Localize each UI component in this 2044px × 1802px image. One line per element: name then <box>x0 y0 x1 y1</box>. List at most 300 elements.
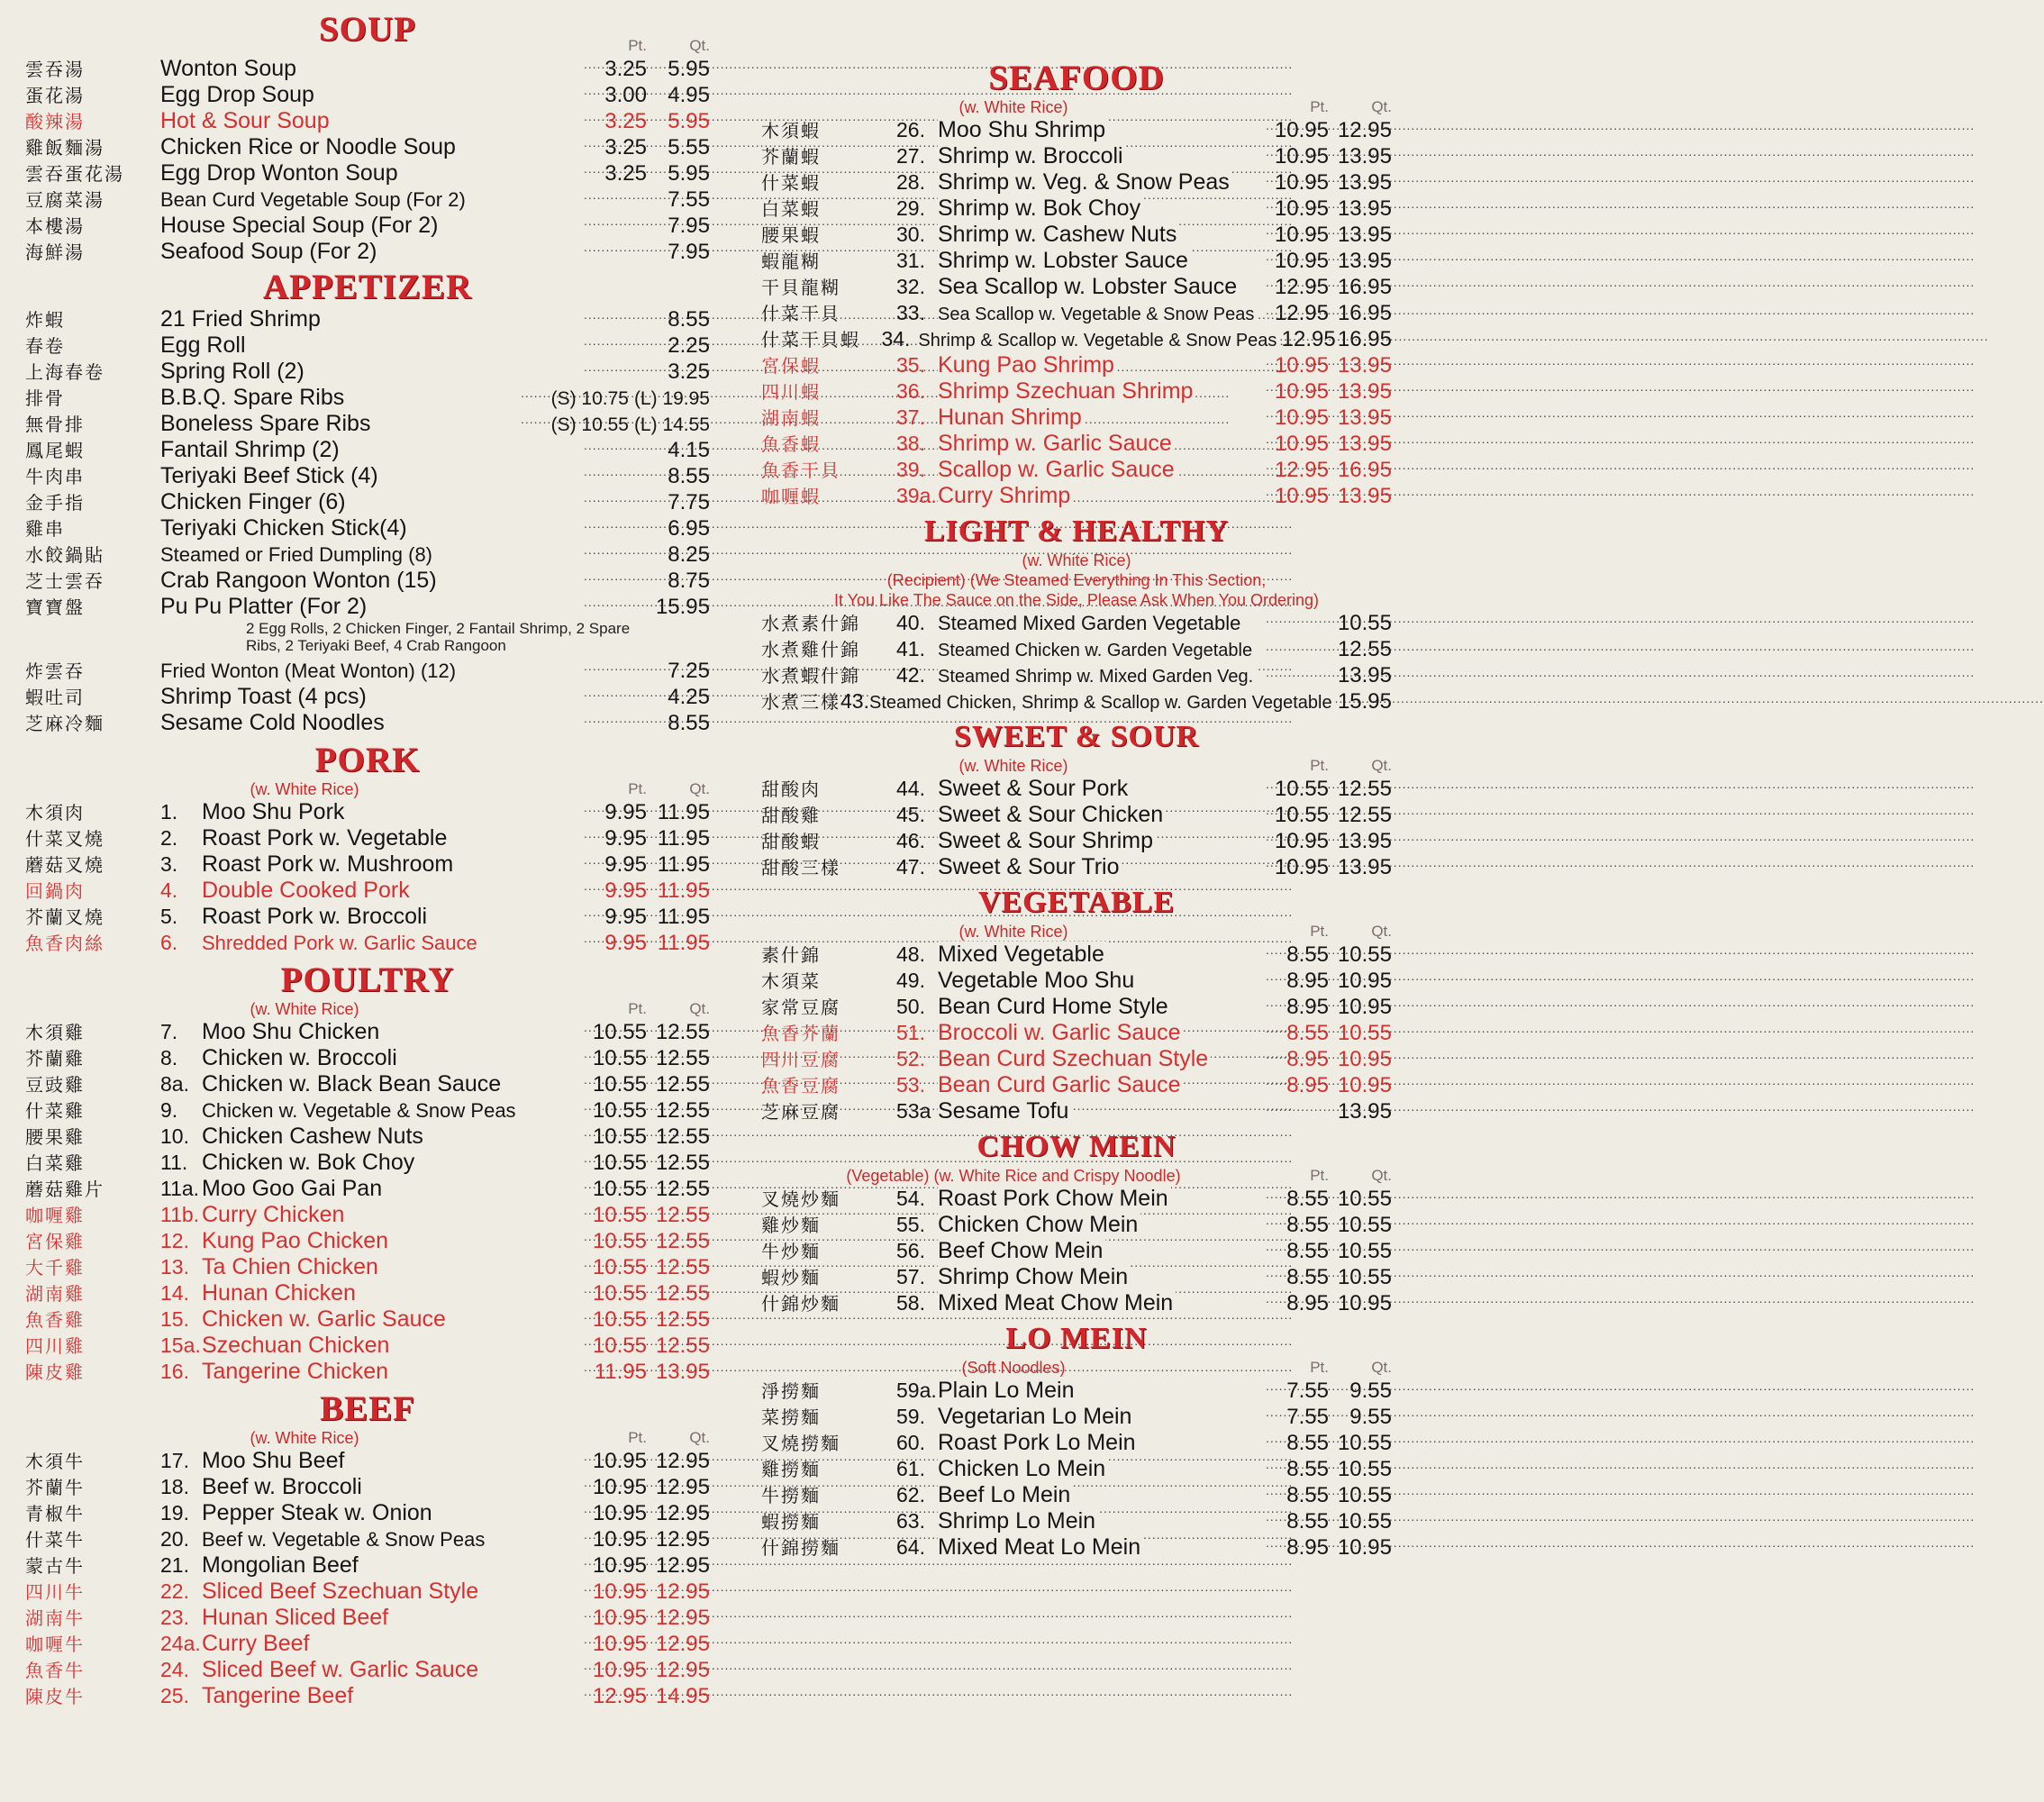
chinese-name: 蘑菇雞片 <box>25 1179 104 1200</box>
item-number: 11b. <box>160 1203 200 1226</box>
price-pint: 10.95 <box>592 1501 647 1525</box>
price-pint: 9.95 <box>604 826 647 851</box>
price-pint: 10.95 <box>592 1475 647 1499</box>
price-quart: 7.95 <box>668 240 710 264</box>
item-number: 32. <box>896 275 925 298</box>
item-name: Steamed Shrimp w. Mixed Garden Veg. <box>938 667 1256 687</box>
price-quart: 12.55 <box>655 1098 710 1123</box>
chinese-name: 牛肉串 <box>25 466 85 487</box>
price-quart: 12.55 <box>1337 777 1392 801</box>
item-number: 51. <box>896 1021 925 1044</box>
price-pint: 8.55 <box>1286 942 1329 967</box>
item-number: 40. <box>896 611 925 634</box>
price-header: (w. White Rice) Pt. Qt. <box>250 780 710 798</box>
item-name-cell <box>938 636 1266 664</box>
light-note-2: It You Like The Sauce on the Side, Please Ask When You Ordering) <box>833 591 1320 609</box>
chinese-name: 青椒牛 <box>25 1503 85 1524</box>
item-name-cell <box>160 594 584 620</box>
item-name: Chicken w. Vegetable & Snow Peas <box>202 1099 519 1122</box>
item-name: Bean Curd Home Style <box>938 994 1171 1019</box>
chinese-name: 寶寶盤 <box>25 596 85 618</box>
chinese-name: 水煮三樣 <box>761 691 840 713</box>
price-quart: 10.55 <box>1337 1265 1392 1289</box>
chinese-name: 牛炒麵 <box>761 1241 821 1262</box>
chinese-name: 雞撈麵 <box>761 1459 821 1480</box>
item-name: Sliced Beef w. Garlic Sauce <box>202 1657 481 1682</box>
chinese-name: 鳳尾蝦 <box>25 440 85 461</box>
price-pint: 9.95 <box>604 852 647 877</box>
item-name: Roast Pork Lo Mein <box>938 1430 1139 1455</box>
price-pint: 10.95 <box>1274 144 1329 168</box>
item-name-cell <box>938 169 1266 196</box>
chinese-name: 雲吞湯 <box>25 59 85 80</box>
chinese-name: 陳皮雞 <box>25 1361 85 1383</box>
chinese-name: 白菜雞 <box>25 1152 85 1174</box>
chinese-name: 蘑菇叉燒 <box>25 854 104 876</box>
chinese-name: 無骨排 <box>25 414 85 435</box>
chinese-name: 蝦龍糊 <box>761 250 821 272</box>
chinese-name: 上海春卷 <box>25 361 104 383</box>
price-pint: 10.95 <box>1274 353 1329 378</box>
item-name: Chicken w. Broccoli <box>202 1045 400 1070</box>
price-quart: 10.95 <box>1337 1291 1392 1315</box>
chinese-name: 四川雞 <box>25 1335 85 1357</box>
item-name-cell <box>938 1098 1266 1124</box>
item-name: Chicken w. Black Bean Sauce <box>202 1071 504 1097</box>
chinese-name: 芥蘭蝦 <box>761 146 821 168</box>
chinese-name: 什錦撈麵 <box>761 1537 840 1559</box>
price-header: (Vegetable) (w. White Rice and Crispy Noodle) Pt. Qt. <box>846 1167 1392 1185</box>
price-quart: 12.95 <box>655 1449 710 1473</box>
item-name: Roast Pork w. Broccoli <box>202 904 430 929</box>
price-pint: 10.55 <box>592 1098 647 1123</box>
chinese-name: 蝦吐司 <box>25 687 85 708</box>
item-name: Tangerine Chicken <box>202 1359 391 1384</box>
item-number: 57. <box>896 1265 925 1288</box>
chinese-name: 木須肉 <box>25 802 85 824</box>
price-quart: 13.95 <box>1337 170 1392 195</box>
item-number: 53. <box>896 1073 925 1097</box>
item-number: 8a. <box>160 1072 189 1096</box>
item-name: Moo Goo Gai Pan <box>202 1176 385 1201</box>
item-number: 11a. <box>160 1177 200 1200</box>
price-quart: 12.95 <box>655 1527 710 1552</box>
item-name: Shrimp w. Bok Choy <box>938 196 1143 221</box>
price-quart: 13.95 <box>1337 353 1392 378</box>
section-seafood <box>761 0 1392 509</box>
item-name: Chicken Cashew Nuts <box>202 1124 426 1149</box>
menu-item-row <box>761 274 1392 300</box>
item-name: Hunan Chicken <box>202 1280 359 1306</box>
chinese-name: 陳皮牛 <box>25 1686 85 1707</box>
section-title: PORK <box>314 741 421 779</box>
price-quart: 10.95 <box>1337 969 1392 993</box>
price-quart: 15.95 <box>655 595 710 619</box>
price-pint: 8.55 <box>1286 1509 1329 1534</box>
item-name: Teriyaki Chicken Stick(4) <box>160 515 410 541</box>
price-pint: 10.55 <box>592 1333 647 1358</box>
chinese-name: 蝦撈麵 <box>761 1511 821 1533</box>
price-quart: 15.95 <box>1337 689 1392 714</box>
section-title: VEGETABLE <box>977 886 1176 919</box>
item-name: Shrimp & Scallop w. Vegetable & Snow Peas <box>918 331 1279 350</box>
chinese-name: 魚香雞 <box>25 1309 85 1331</box>
chinese-name: 春卷 <box>25 335 65 357</box>
price-pint: 10.55 <box>592 1307 647 1332</box>
item-name: Sesame Tofu <box>938 1098 1071 1124</box>
item-name-cell <box>938 854 1266 880</box>
price-quart: 10.95 <box>1337 995 1392 1019</box>
item-name: Hot & Sour Soup <box>160 108 332 133</box>
item-name: Steamed Chicken w. Garden Vegetable <box>938 641 1255 660</box>
price-pint: 3.00 <box>604 83 647 107</box>
chinese-name: 魚香豆腐 <box>761 1075 840 1097</box>
item-number: 25. <box>160 1684 189 1707</box>
price-pint: 3.25 <box>604 57 647 81</box>
price-quart: 13.95 <box>1337 405 1392 430</box>
item-number: 22. <box>160 1579 189 1603</box>
chinese-name: 湖南雞 <box>25 1283 85 1305</box>
price-quart: 16.95 <box>1337 458 1392 482</box>
price-quart: 16.95 <box>1337 301 1392 325</box>
item-name: House Special Soup (For 2) <box>160 213 441 238</box>
section-vegetable <box>761 884 1392 1124</box>
price-pint: 10.95 <box>592 1553 647 1578</box>
price-quart: 12.55 <box>655 1229 710 1253</box>
section-light-healthy <box>761 513 1392 714</box>
price-header: Pt. Qt. <box>628 37 710 54</box>
item-number: 13. <box>160 1255 189 1279</box>
price-pint: 8.95 <box>1286 1291 1329 1315</box>
chinese-name: 水餃鍋貼 <box>25 544 104 566</box>
item-number: 24a. <box>160 1632 201 1655</box>
item-name: Mixed Meat Chow Mein <box>938 1290 1176 1315</box>
item-number: 63. <box>896 1509 925 1533</box>
price-pint: 10.95 <box>1274 249 1329 273</box>
chinese-name: 腰果雞 <box>25 1126 85 1148</box>
item-name-cell <box>938 610 1266 636</box>
chinese-name: 甜酸肉 <box>761 778 821 800</box>
item-name: Shrimp w. Broccoli <box>938 143 1126 168</box>
item-name: Shrimp w. Veg. & Snow Peas <box>938 169 1232 195</box>
item-number: 36. <box>896 379 925 403</box>
chinese-name: 什錦炒麵 <box>761 1293 840 1315</box>
price-pint: 10.95 <box>1274 379 1329 404</box>
item-name: Chicken w. Bok Choy <box>202 1150 417 1175</box>
item-name: Steamed Chicken, Shrimp & Scallop w. Garden Vegetable <box>869 693 1335 713</box>
price-pint: 10.55 <box>592 1072 647 1097</box>
chinese-name: 什菜叉燒 <box>25 828 104 850</box>
price-quart: 3.25 <box>668 359 710 384</box>
item-name: Egg Roll <box>160 332 249 358</box>
price-quart: 13.95 <box>1337 379 1392 404</box>
price-quart: 12.55 <box>1337 637 1392 661</box>
item-name: Spring Roll (2) <box>160 359 307 384</box>
item-number: 62. <box>896 1483 925 1506</box>
price-pint: 10.55 <box>592 1281 647 1306</box>
price-header: (w. White Rice) Pt. Qt. <box>958 98 1392 116</box>
price-quart: 10.55 <box>1337 1239 1392 1263</box>
item-name: Steamed Mixed Garden Vegetable <box>938 612 1243 634</box>
item-number: 24. <box>160 1658 189 1681</box>
price-quart: 11.95 <box>657 852 710 877</box>
item-number: 28. <box>896 170 925 194</box>
price-pint: 10.55 <box>592 1203 647 1227</box>
chinese-name: 排骨 <box>25 387 65 409</box>
price-quart: 5.95 <box>668 57 710 81</box>
item-name: Chicken w. Garlic Sauce <box>202 1306 449 1332</box>
chinese-name: 海鮮湯 <box>25 241 85 263</box>
price-quart: 12.95 <box>655 1475 710 1499</box>
price-quart: 12.55 <box>655 1151 710 1175</box>
chinese-name: 甜酸蝦 <box>761 831 821 852</box>
price-quart: 10.95 <box>1337 1073 1392 1097</box>
item-number: 3. <box>160 852 178 876</box>
price-quart: 13.95 <box>1337 249 1392 273</box>
chinese-name: 四川牛 <box>25 1581 85 1603</box>
price-quart: 4.25 <box>668 685 710 709</box>
price-pint: 9.95 <box>604 931 647 955</box>
chinese-name: 回鍋肉 <box>25 880 85 902</box>
price-quart: 12.55 <box>655 1072 710 1097</box>
section-title: SWEET & SOUR <box>953 720 1200 753</box>
item-number: 47. <box>896 855 925 878</box>
item-name: Chicken Rice or Noodle Soup <box>160 134 459 159</box>
item-name: Moo Shu Beef <box>202 1448 347 1473</box>
item-name: Shrimp Toast (4 pcs) <box>160 684 369 709</box>
item-number: 60. <box>896 1431 925 1454</box>
chinese-name: 素什錦 <box>761 944 821 966</box>
price-pint: 10.95 <box>1274 829 1329 853</box>
section-title: LO MEIN <box>1005 1322 1148 1355</box>
price-quart: 8.75 <box>668 569 710 593</box>
price-pint: 8.55 <box>1286 1483 1329 1507</box>
item-name: Moo Shu Chicken <box>202 1019 382 1044</box>
price-quart: 12.55 <box>655 1203 710 1227</box>
chinese-name: 雞飯麵湯 <box>25 137 104 159</box>
chinese-name: 蒙古牛 <box>25 1555 85 1577</box>
price-pint: 8.55 <box>1286 1457 1329 1481</box>
price-quart: 11.95 <box>657 905 710 929</box>
chinese-name: 湖南牛 <box>25 1607 85 1629</box>
item-name: Moo Shu Pork <box>202 799 347 824</box>
chinese-name: 淨撈麵 <box>761 1380 821 1402</box>
chinese-name: 腰果蝦 <box>761 224 821 246</box>
price-quart: 8.55 <box>668 464 710 488</box>
item-number: 45. <box>896 803 925 826</box>
item-number: 15a. <box>160 1333 201 1357</box>
item-number: 35. <box>896 353 925 377</box>
chinese-name: 甜酸三樣 <box>761 857 840 878</box>
menu-item-row <box>761 610 1392 636</box>
section-sweet-sour <box>761 718 1392 880</box>
menu-item-row <box>25 1359 710 1385</box>
item-name: Chicken Finger (6) <box>160 489 349 514</box>
price-quart: 12.55 <box>655 1046 710 1070</box>
item-name: Shrimp w. Garlic Sauce <box>938 431 1175 456</box>
chinese-name: 雲吞蛋花湯 <box>25 163 124 185</box>
price-pint: 10.55 <box>592 1151 647 1175</box>
item-number: 27. <box>896 144 925 168</box>
item-name: Shrimp w. Lobster Sauce <box>938 248 1191 273</box>
item-number: 23. <box>160 1606 189 1629</box>
item-name: Chicken Chow Mein <box>938 1212 1140 1237</box>
section-appetizer <box>25 268 710 736</box>
item-number: 50. <box>896 995 925 1018</box>
item-number: 6. <box>160 931 178 954</box>
price-quart: 4.15 <box>668 438 710 462</box>
section-title: POULTRY <box>280 960 455 999</box>
item-number: 30. <box>896 223 925 246</box>
chinese-name: 叉燒炒麵 <box>761 1188 840 1210</box>
item-number: 43. <box>840 689 869 713</box>
item-name-cell <box>938 1534 1266 1561</box>
item-name: Shrimp w. Cashew Nuts <box>938 222 1179 247</box>
section-pork <box>25 742 710 956</box>
left-column <box>25 0 710 1709</box>
item-name: Shrimp Chow Mein <box>938 1264 1131 1289</box>
light-note-1: (Recipient) (We Steamed Everything In This Section, <box>886 571 1267 589</box>
item-name-cell <box>202 930 584 956</box>
item-name: Fried Wonton (Meat Wonton) (12) <box>160 660 459 682</box>
price-pint: 10.55 <box>592 1229 647 1253</box>
price-quart: 12.55 <box>655 1333 710 1358</box>
price-pint: 3.25 <box>604 135 647 159</box>
chinese-name: 湖南蝦 <box>761 407 821 429</box>
price-quart: 13.95 <box>1337 144 1392 168</box>
price-pint: 10.55 <box>592 1124 647 1149</box>
item-name-cell <box>160 239 584 265</box>
item-name: Crab Rangoon Wonton (15) <box>160 568 440 593</box>
item-name: Hunan Sliced Beef <box>202 1605 391 1630</box>
item-name: Wonton Soup <box>160 56 299 81</box>
item-name-cell <box>938 300 1266 328</box>
item-name-cell <box>869 688 1335 716</box>
price-quart: 13.95 <box>1337 196 1392 221</box>
menu-item-row <box>761 1098 1392 1124</box>
chinese-name: 水煮素什錦 <box>761 613 860 634</box>
platter-note: 2 Egg Rolls, 2 Chicken Finger, 2 Fantail Shrimp, 2 Spare Ribs, 2 Teriyaki Beef, 4 Crab Rangoon <box>246 620 631 654</box>
price-pint: 10.95 <box>1274 118 1329 142</box>
item-number: 33. <box>896 301 925 324</box>
item-name: Bean Curd Szechuan Style <box>938 1046 1211 1071</box>
menu-item-row <box>25 594 710 620</box>
price-quart: 12.95 <box>655 1553 710 1578</box>
item-name: Hunan Shrimp <box>938 405 1085 430</box>
price-quart: 10.95 <box>1337 1047 1392 1071</box>
chinese-name: 干貝龍糊 <box>761 277 840 298</box>
price-quart: 12.55 <box>655 1177 710 1201</box>
item-number: 8. <box>160 1046 178 1069</box>
item-number: 59a. <box>896 1379 937 1402</box>
item-number: 34. <box>881 327 911 350</box>
item-number: 58. <box>896 1291 925 1315</box>
price-quart: 6.95 <box>668 516 710 541</box>
item-name: Chicken Lo Mein <box>938 1456 1108 1481</box>
item-name: Broccoli w. Garlic Sauce <box>938 1020 1184 1045</box>
section-title: BEEF <box>320 1389 415 1428</box>
item-number: 52. <box>896 1047 925 1070</box>
chinese-name: 宮保蝦 <box>761 355 821 377</box>
price-pint: 12.95 <box>592 1684 647 1708</box>
price-quart: 10.55 <box>1337 1509 1392 1534</box>
chinese-name: 蛋花湯 <box>25 85 85 106</box>
chinese-name: 什菜雞 <box>25 1100 85 1122</box>
item-number: 12. <box>160 1229 189 1252</box>
price-quart: 12.95 <box>655 1606 710 1630</box>
price-pint: 9.95 <box>604 800 647 824</box>
price-quart: 12.55 <box>655 1020 710 1044</box>
chinese-name: 芥蘭叉燒 <box>25 906 104 928</box>
item-name: Sea Scallop w. Lobster Sauce <box>938 274 1240 299</box>
price-pint: 8.55 <box>1286 1213 1329 1237</box>
menu-item-row <box>25 710 710 736</box>
price-quart: 12.55 <box>655 1307 710 1332</box>
chinese-name: 芥蘭牛 <box>25 1477 85 1498</box>
menu-item-row <box>761 636 1392 662</box>
item-number: 55. <box>896 1213 925 1236</box>
price-quart: 13.95 <box>1337 1099 1392 1124</box>
price-pint: 10.95 <box>1274 405 1329 430</box>
item-number: 17. <box>160 1449 189 1472</box>
item-number: 1. <box>160 800 178 824</box>
price-quart: 13.95 <box>1337 484 1392 508</box>
menu-item-row <box>25 930 710 956</box>
price-pint: 10.95 <box>1274 484 1329 508</box>
price-quart: 12.95 <box>655 1579 710 1604</box>
price-pint: 12.95 <box>1281 327 1336 351</box>
price-pint: 10.95 <box>592 1632 647 1656</box>
chinese-name: 魚香蝦 <box>761 433 821 455</box>
item-number: 54. <box>896 1187 925 1210</box>
price-quart: 10.55 <box>1337 611 1392 635</box>
section-poultry <box>25 961 710 1385</box>
price-pint: 9.95 <box>604 878 647 903</box>
section-subtitle: (w. White Rice) <box>1022 551 1131 569</box>
chinese-name: 豆腐菜湯 <box>25 189 104 211</box>
price-pint: 10.95 <box>592 1449 647 1473</box>
price-quart: 7.95 <box>668 214 710 238</box>
item-name-cell <box>938 662 1266 690</box>
price-pint: 8.95 <box>1286 995 1329 1019</box>
menu-item-row <box>761 688 1392 714</box>
item-number: 26. <box>896 118 925 141</box>
item-name: Bean Curd Vegetable Soup (For 2) <box>160 188 468 211</box>
item-number: 31. <box>896 249 925 272</box>
chinese-name: 魚香干貝 <box>761 460 840 481</box>
item-name: Sea Scallop w. Vegetable & Snow Peas <box>938 305 1257 324</box>
price-quart: 10.55 <box>1337 1431 1392 1455</box>
chinese-name: 魚香肉絲 <box>25 933 104 954</box>
price-pint: (S) 10.55 <box>550 414 629 435</box>
chinese-name: 牛撈麵 <box>761 1485 821 1506</box>
price-pint: 8.55 <box>1286 1431 1329 1455</box>
chinese-name: 什菜干貝 <box>761 303 840 324</box>
item-number: 49. <box>896 969 925 992</box>
price-pint: 3.25 <box>604 161 647 186</box>
price-quart: 10.55 <box>1337 1457 1392 1481</box>
price-pint: 3.25 <box>604 109 647 133</box>
item-name: Curry Chicken <box>202 1202 347 1227</box>
section-soup <box>25 0 710 265</box>
item-name: Mixed Vegetable <box>938 942 1107 967</box>
item-name: Boneless Spare Ribs <box>160 411 373 436</box>
price-quart: 12.95 <box>1337 118 1392 142</box>
item-name: Roast Pork Chow Mein <box>938 1186 1171 1211</box>
item-name: Teriyaki Beef Stick (4) <box>160 463 381 488</box>
item-name: Bean Curd Garlic Sauce <box>938 1072 1184 1097</box>
price-quart: 12.55 <box>655 1255 710 1279</box>
